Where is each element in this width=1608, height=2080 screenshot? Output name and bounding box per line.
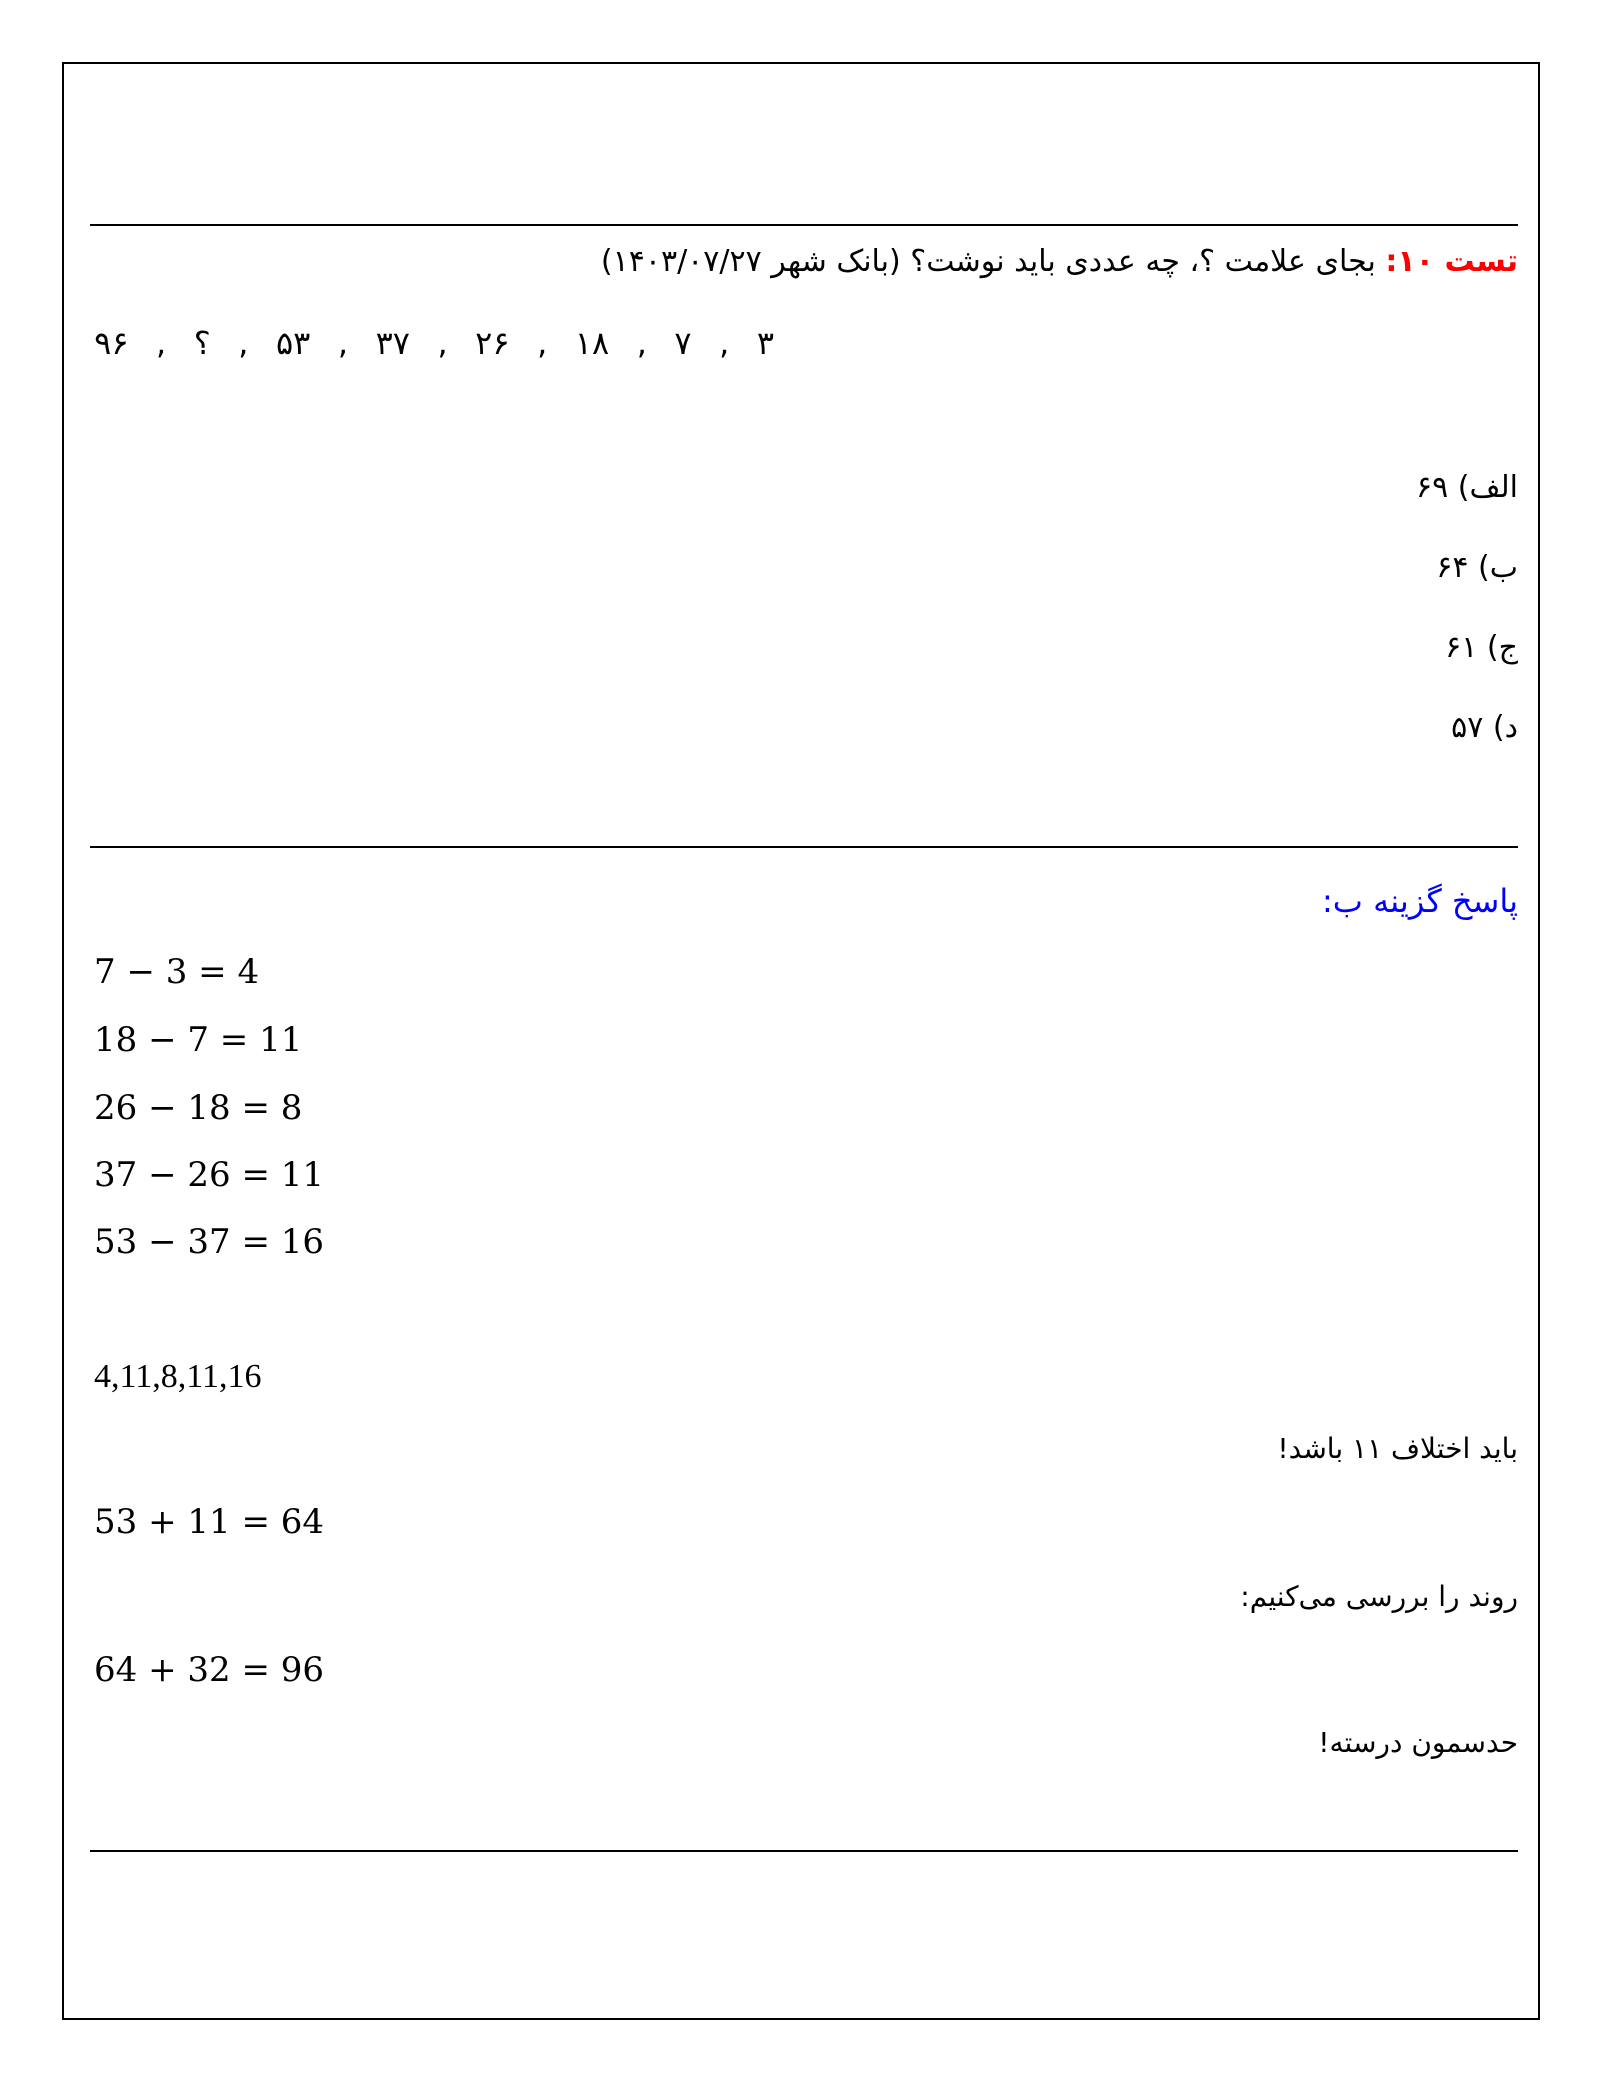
sequence-item: ۵۳	[275, 324, 311, 362]
math-step: 18 − 7 = 11	[94, 1020, 303, 1060]
question	[601, 244, 1518, 279]
note-confirm: حدسمون درسته!	[1318, 1726, 1518, 1759]
number-sequence	[94, 324, 774, 362]
option-c: ج) ۶۱	[1445, 630, 1518, 665]
sequence-item: ۹۶	[94, 324, 129, 362]
math-step: 7 − 3 = 4	[94, 952, 260, 992]
sequence-item-unknown: ؟	[193, 324, 211, 362]
math-step: 37 − 26 = 11	[94, 1155, 324, 1195]
divider-middle	[90, 846, 1518, 848]
sequence-item: ۳	[756, 324, 774, 362]
answer-title: پاسخ گزینه ب:	[1322, 882, 1518, 920]
sequence-item: ۷	[674, 324, 692, 362]
question-label: تست ۱۰:	[1385, 244, 1518, 279]
sequence-separator: ,	[156, 324, 167, 362]
sequence-separator: ,	[719, 324, 730, 362]
sequence-separator: ,	[537, 324, 548, 362]
note-check: روند را بررسی می‌کنیم:	[1240, 1580, 1518, 1613]
math-step: 64 + 32 = 96	[94, 1650, 324, 1690]
math-step: 53 + 11 = 64	[94, 1502, 324, 1542]
option-a: الف) ۶۹	[1415, 470, 1518, 505]
option-d: د) ۵۷	[1451, 710, 1518, 745]
math-step: 26 − 18 = 8	[94, 1088, 303, 1128]
divider-top	[90, 224, 1518, 226]
question-text: بجای علامت ؟، چه عددی باید نوشت؟ (بانک شهر ۱۴۰۳/۰۷/۲۷)	[600, 244, 1386, 279]
divider-bottom	[90, 1850, 1518, 1852]
sequence-separator: ,	[337, 324, 349, 362]
sequence-separator: ,	[238, 324, 249, 362]
note-difference: باید اختلاف ۱۱ باشد!	[1277, 1432, 1518, 1465]
sequence-item: ۳۷	[375, 324, 410, 362]
sequence-item: ۱۸	[574, 324, 610, 362]
sequence-item: ۲۶	[475, 324, 510, 362]
differences-list: 4,11,8,11,16	[94, 1358, 262, 1395]
math-step: 53 − 37 = 16	[94, 1222, 324, 1262]
option-b: ب) ۶۴	[1436, 550, 1518, 585]
sequence-separator: ,	[636, 324, 647, 362]
sequence-separator: ,	[437, 324, 448, 362]
